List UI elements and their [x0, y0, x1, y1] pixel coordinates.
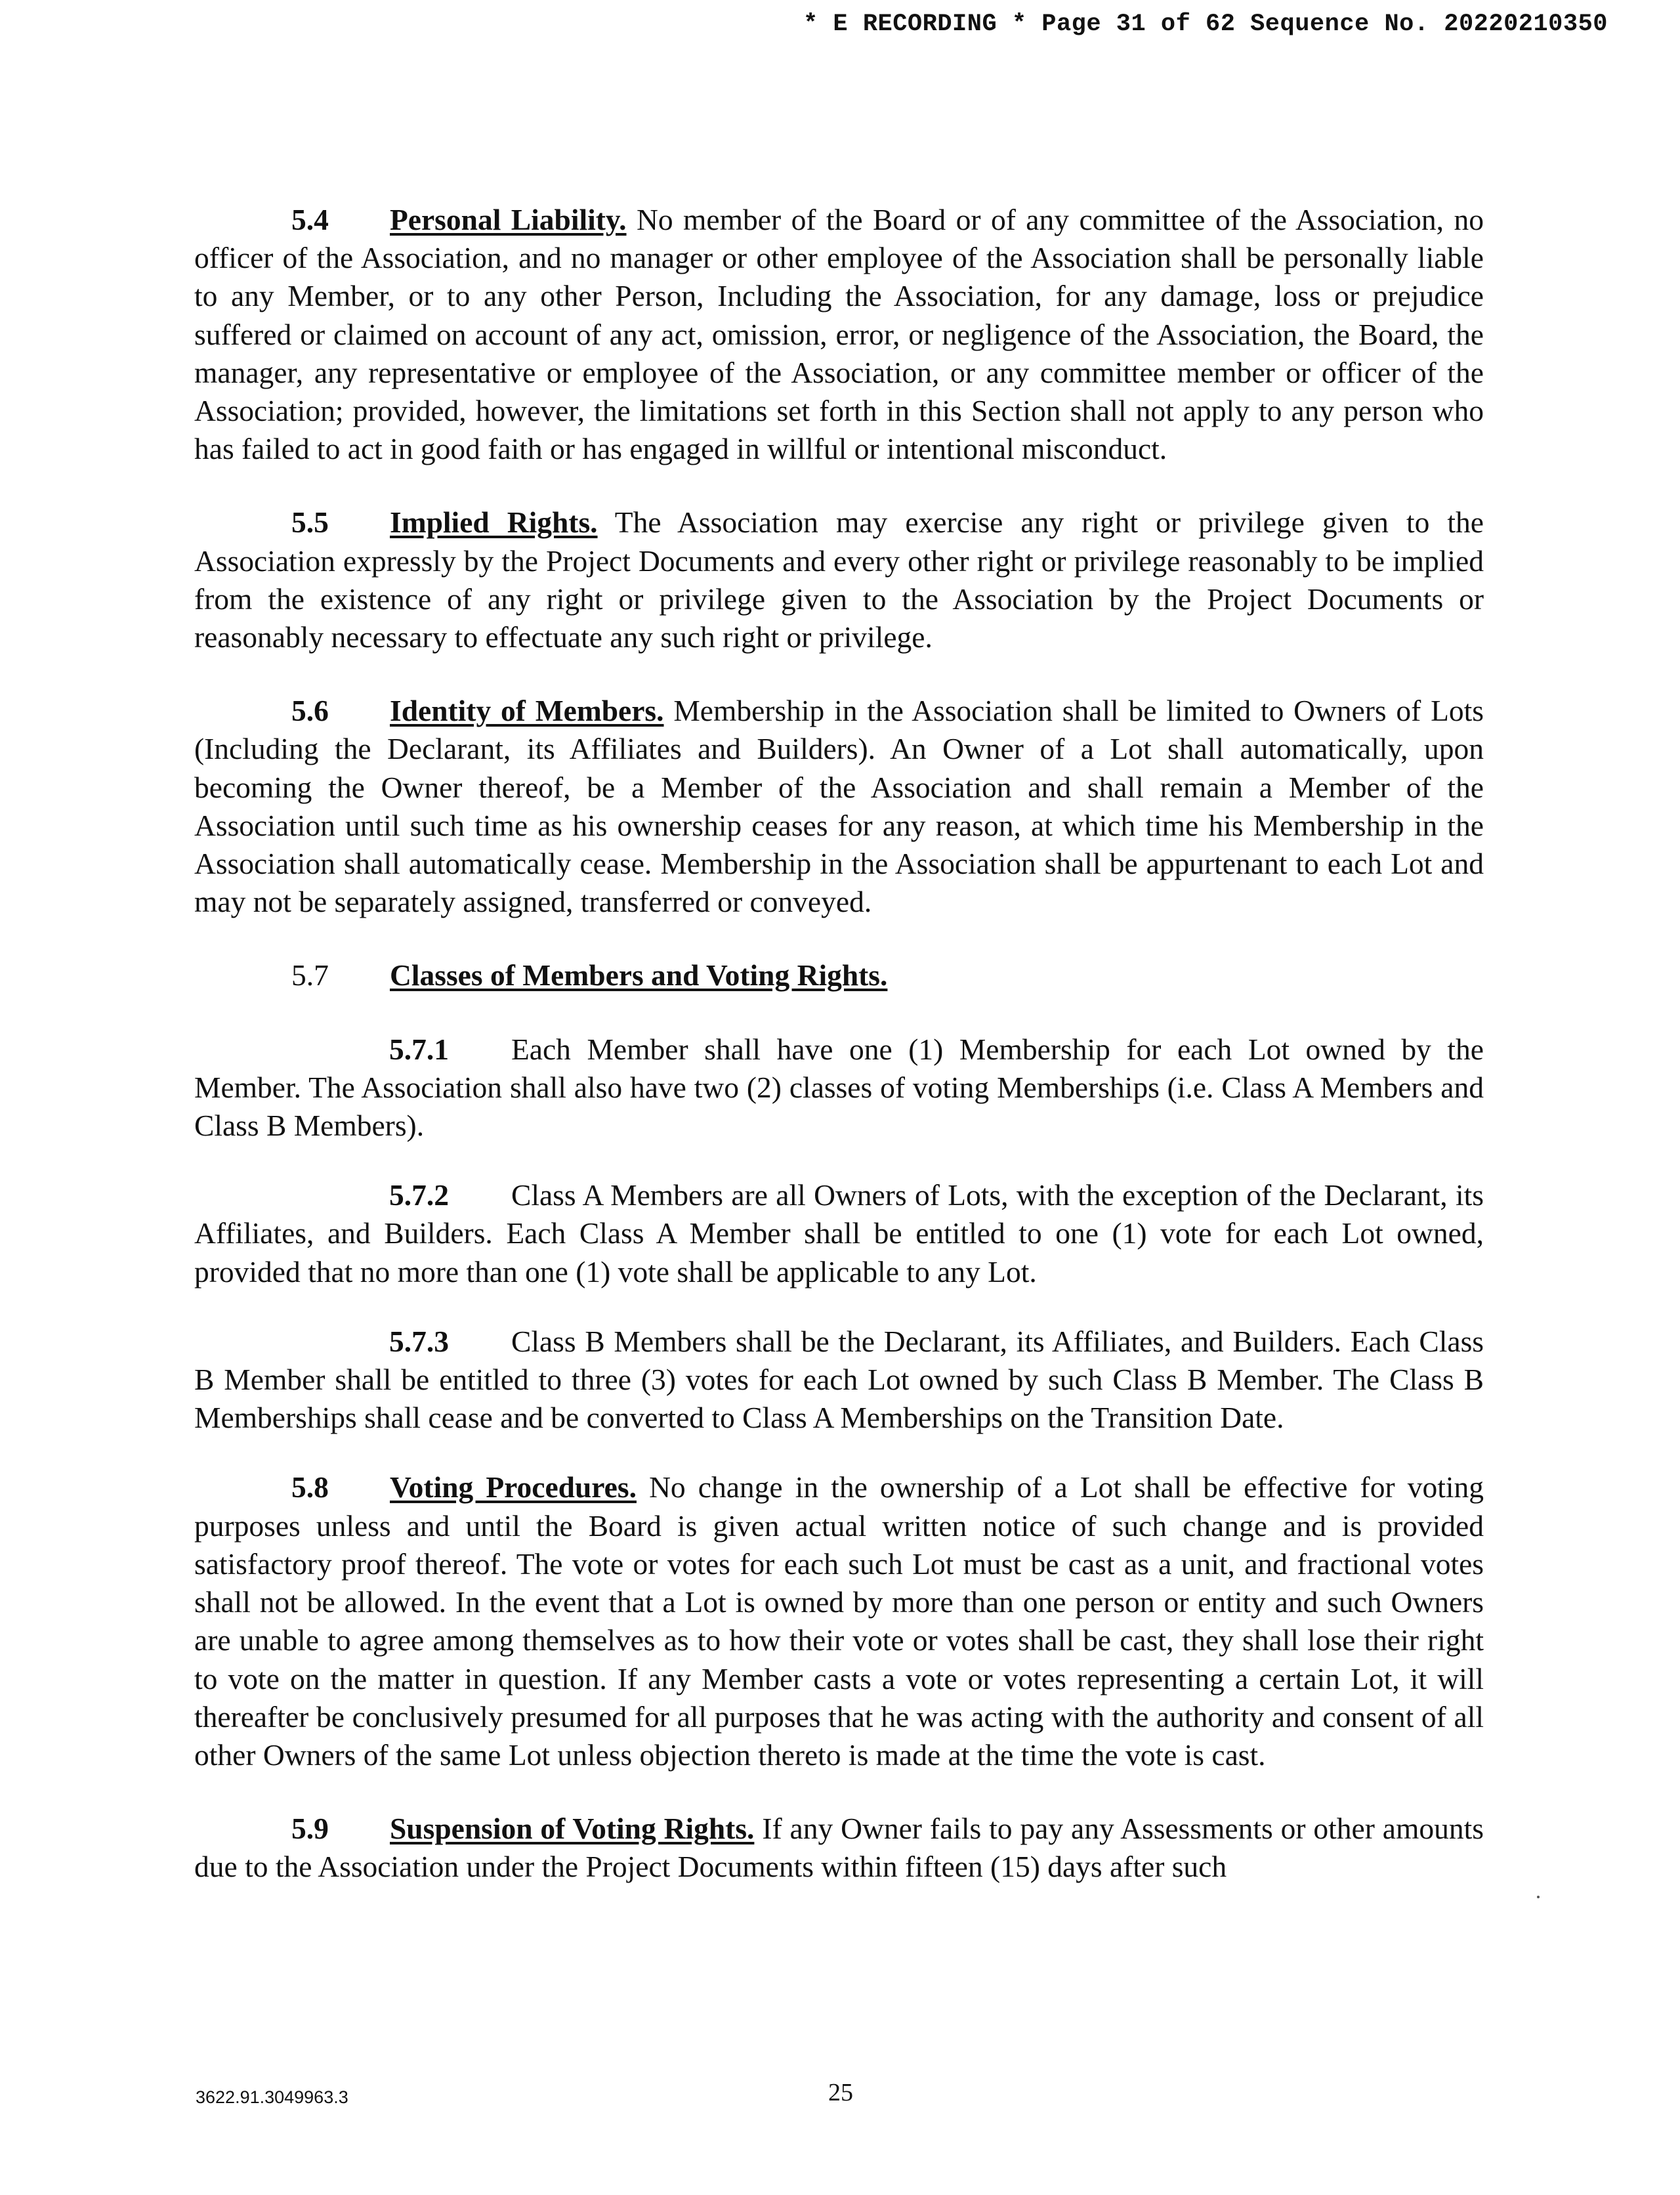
subsection-number: 5.7.1 — [389, 1032, 449, 1066]
document-body — [194, 201, 1484, 1922]
section-title: Voting Procedures. — [390, 1470, 637, 1504]
section-text: The Association may exercise any right or privilege given to the Association expressly by the Project Documents and every other right or privilege reasonably to be implied from the existence of any right or privilege given to the Association by the Project Documents or reasonably necessary to effectuate any such right or privilege. — [194, 505, 1484, 654]
subsection-text: Class B Members shall be the Declarant, its Affiliates, and Builders. Each Class B Member shall be entitled to three (3) votes for each Lot owned by such Class B Member. The Class B Memberships shall cease and be converted to Class A Memberships on the Transition Date. — [194, 1324, 1484, 1435]
section-number: 5.9 — [291, 1812, 329, 1846]
section-5-9 — [194, 1810, 1484, 1886]
section-text: No change in the ownership of a Lot shall be effective for voting purposes unless and until the Board is given actual written notice of such change and is provided satisfactory proof thereof. The vote or votes for each such Lot must be cast as a unit, and fractional votes shall not be allowed. In the event that a Lot is owned by more than one person or entity and such Owners are unable to agree among themselves as to how their vote or votes shall be cast, they shall lose their right to vote on the matter in question. If any Member casts a vote or votes representing a certain Lot, it will thereafter be conclusively presumed for all purposes that he was acting with the authority and consent of all other Owners of the same Lot unless objection thereto is made at the time the vote is cast. — [194, 1470, 1484, 1772]
section-title: Identity of Members. — [390, 694, 664, 728]
section-5-8 — [194, 1468, 1484, 1774]
section-title: Implied Rights. — [390, 505, 598, 540]
section-number: 5.4 — [291, 203, 329, 236]
scan-speck — [1537, 1896, 1540, 1898]
section-title: Personal Liability. — [390, 203, 627, 236]
document-id: 3622.91.3049963.3 — [196, 2087, 348, 2107]
recording-header: * E RECORDING * Page 31 of 62 Sequence No. 20220210350 — [803, 11, 1608, 38]
section-number: 5.6 — [291, 694, 329, 728]
section-5-5 — [194, 503, 1484, 656]
section-5-6 — [194, 692, 1484, 921]
section-5-7-3 — [194, 1323, 1484, 1438]
section-5-7-1 — [194, 1031, 1484, 1145]
section-title: Suspension of Voting Rights. — [390, 1812, 755, 1846]
section-number: 5.5 — [291, 505, 329, 540]
section-title: Classes of Members and Voting Rights. — [390, 958, 888, 992]
subsection-number: 5.7.3 — [389, 1324, 449, 1358]
section-text: No member of the Board or of any committee of the Association, no officer of the Association, and no manager or other employee of the Association shall be personally liable to any Member, or to any other Person, Including the Association, for any damage, loss or prejudice suffered or claimed on account of any act, omission, error, or negligence of the Association, the Board, the manager, any representative or employee of the Association, or any committee member or officer of the Association; provided, however, the limitations set forth in this Section shall not apply to any person who has failed to act in good faith or has engaged in willful or intentional misconduct. — [194, 203, 1484, 466]
section-number: 5.8 — [291, 1470, 329, 1504]
section-5-4 — [194, 201, 1484, 468]
page-number: 25 — [828, 2079, 853, 2106]
subsection-number: 5.7.2 — [389, 1178, 449, 1212]
section-number: 5.7 — [291, 958, 329, 992]
section-text: Membership in the Association shall be limited to Owners of Lots (Including the Declarant, its Affiliates and Builders). An Owner of a Lot shall automatically, upon becoming the Owner thereof, be a Member of the Association and shall remain a Member of the Association until such time as his ownership ceases for any reason, at which time his Membership in the Association shall automatically cease. Membership in the Association shall be appurtenant to each Lot and may not be separately assigned, transferred or conveyed. — [194, 694, 1484, 919]
section-text: If any Owner fails to pay any Assessments or other amounts due to the Association under the Project Documents within fifteen (15) days after such — [194, 1812, 1484, 1884]
subsection-text: Class A Members are all Owners of Lots, with the exception of the Declarant, its Affiliates, and Builders. Each Class A Member shall be entitled to one (1) vote for each Lot owned, provided that no more than one (1) vote shall be applicable to any Lot. — [194, 1178, 1484, 1289]
section-5-7 — [194, 956, 1484, 994]
section-5-7-2 — [194, 1176, 1484, 1291]
subsection-text: Each Member shall have one (1) Membership for each Lot owned by the Member. The Association shall also have two (2) classes of voting Memberships (i.e. Class A Members and Class B Members). — [194, 1032, 1484, 1143]
